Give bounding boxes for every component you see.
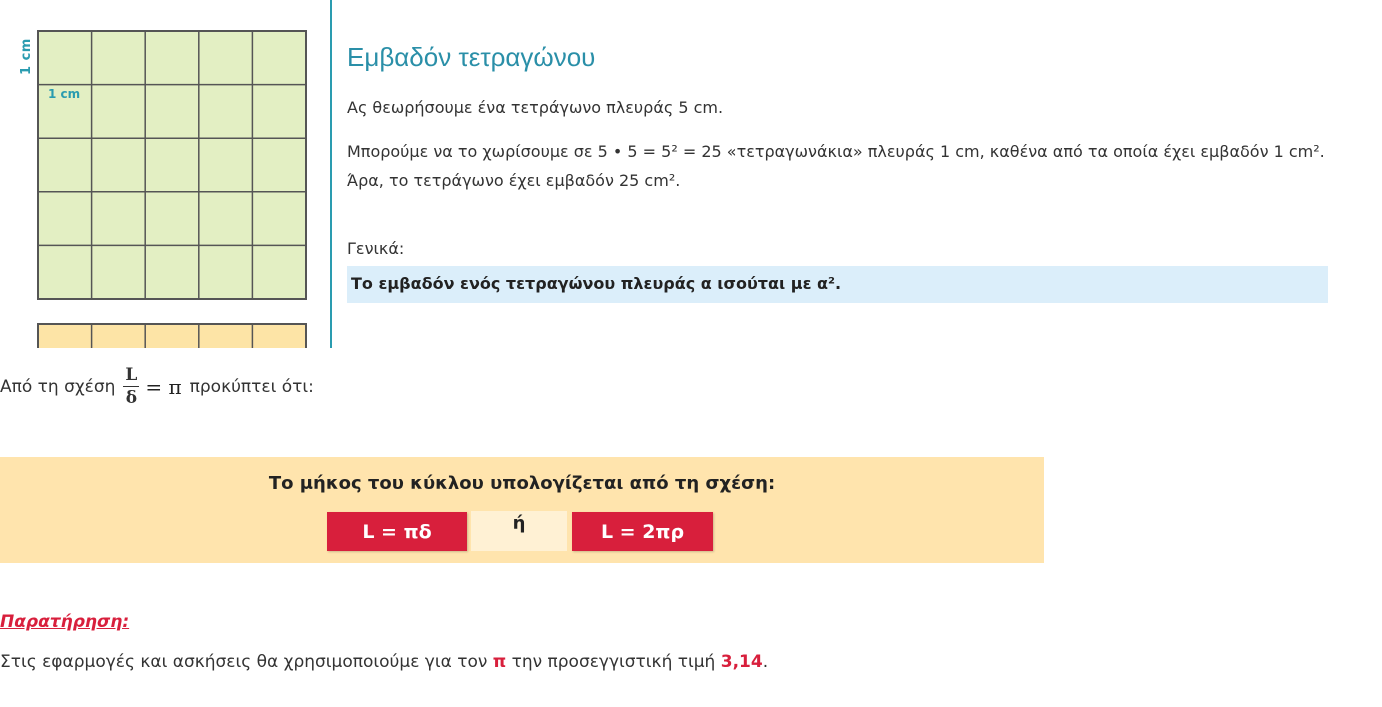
remark-text-after: . [762, 652, 769, 672]
cell-size-label: 1 cm [48, 87, 81, 101]
grid-illustration [0, 0, 330, 348]
formula-radius: L = 2πρ [572, 512, 713, 551]
or-label: ή [471, 511, 567, 551]
equals-pi: = π [145, 375, 182, 399]
general-label: Γενικά: [347, 239, 405, 258]
circumference-formula-box [0, 457, 1044, 563]
remark-text [0, 652, 768, 672]
formula-box-title: Το μήκος του κύκλου υπολογίζεται από τη σχέση: [268, 473, 776, 494]
remark-text-before: Στις εφαρμογές και ασκήσεις θα χρησιμοποιούμε για τον [0, 652, 488, 672]
remark-title: Παρατήρηση: [0, 612, 130, 632]
fraction [123, 365, 139, 409]
fraction-numerator: L [125, 365, 138, 385]
relation-suffix: προκύπτει ότι: [189, 377, 314, 397]
intro-paragraph: Ας θεωρήσουμε ένα τετράγωνο πλευράς 5 cm. [347, 98, 724, 117]
remark-value: 3,14 [720, 652, 763, 672]
explanation-paragraph [347, 137, 1377, 195]
explanation-line-2: Άρα, το τετράγωνο έχει εμβαδόν 25 cm². [347, 171, 681, 190]
relation-line [0, 357, 314, 417]
area-rule-highlight: Το εμβαδόν ενός τετραγώνου πλευράς α ισούται με α². [347, 266, 1328, 303]
formula-diameter: L = πδ [327, 512, 467, 551]
explanation-line-1: Μπορούμε να το χωρίσουμε σε 5 • 5 = 5² = 25 «τετραγωνάκια» πλευράς 1 cm, καθένα από τα οποία έχει εμβαδόν 1 cm². [347, 142, 1325, 161]
remark-text-middle: την προσεγγιστική τιμή [511, 652, 716, 672]
side-length-label: 1 cm [19, 38, 34, 75]
relation-prefix: Από τη σχέση [0, 377, 116, 397]
remark-pi: π [492, 652, 507, 672]
fraction-denominator: δ [125, 388, 138, 408]
section-title: Εμβαδόν τετραγώνου [347, 42, 596, 72]
square-figure [0, 0, 332, 348]
